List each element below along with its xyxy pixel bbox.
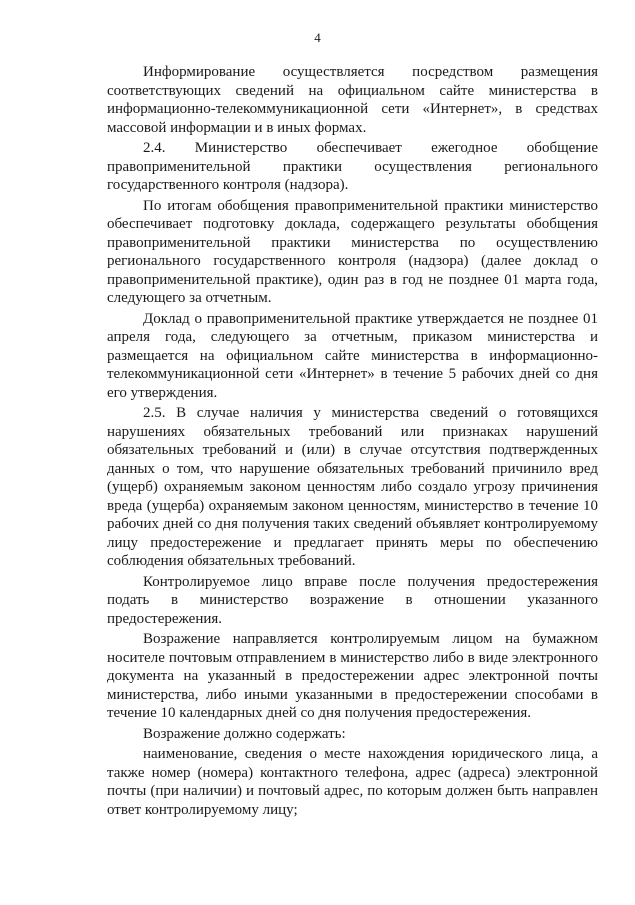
page-number: 4 — [314, 30, 321, 45]
paragraph-informing: Информирование осуществляется посредством размещения соответствующих сведений на официальном сайте министерства в информационно-телекоммуникационной сети «Интернет», в средствах массовой информации и в иных формах. — [107, 64, 598, 136]
paragraph-objection-name-item: наименование, сведения о месте нахождения юридического лица, а также номер (номера) контактного телефона, адрес (адреса) электронной почты (при наличии) и почтовый адрес, по которым должен быть направлен ответ контролируемому лицу; — [107, 746, 598, 818]
paragraph-objection-contents: Возражение должно содержать: — [143, 725, 346, 742]
paragraph-2-4: 2.4. Министерство обеспечивает ежегодное обобщение правоприменительной практики осуществления регионального государственного контроля (надзора). — [107, 140, 598, 193]
paragraph-report-approval: Доклад о правоприменительной практике утверждается не позднее 01 апреля года, следующего за отчетным, приказом министерства и размещается на официальном сайте министерства в информационно-телекоммуникационной сети «Интернет» в течение 5 рабочих дней со дня его утверждения. — [107, 310, 598, 401]
paragraph-objection-right: Контролируемое лицо вправе после получения предостережения подать в министерство возражение в отношении указанного предостережения. — [107, 573, 598, 627]
paragraph-report-preparation: По итогам обобщения правоприменительной практики министерство обеспечивает подготовку доклада, содержащего результаты обобщения правоприменительной практики министерства по осуществлению регионального государственного контроля (надзора) (далее доклад о правоприменительной практике), один раз в год не позднее 01 марта года, следующего за отчетным. — [107, 197, 598, 306]
paragraph-objection-submission: Возражение направляется контролируемым лицом на бумажном носителе почтовым отправлением в министерство либо в виде электронного документа на указанный в предостережении адрес электронной почты министерства, либо иными указанными в предостережении способами в течение 10 календарных дней со дня получения предостережения. — [107, 631, 598, 721]
paragraph-2-5: 2.5. В случае наличия у министерства сведений о готовящихся нарушениях обязательных требований или признаках нарушений обязательных требований и (или) в случае отсутствия подтвержденных данных о том, что нарушение обязательных требований причинило вред (ущерб) охраняемым законом ценностям либо создало угрозу причинения вреда (ущерба) охраняемым законом ценностям, министерство в течение 10 рабочих дней со дня получения таких сведений объявляет контролируемому лицу предостережение и предлагает принять меры по обеспечению соблюдения обязательных требований. — [107, 405, 598, 569]
document-body — [107, 63, 598, 821]
